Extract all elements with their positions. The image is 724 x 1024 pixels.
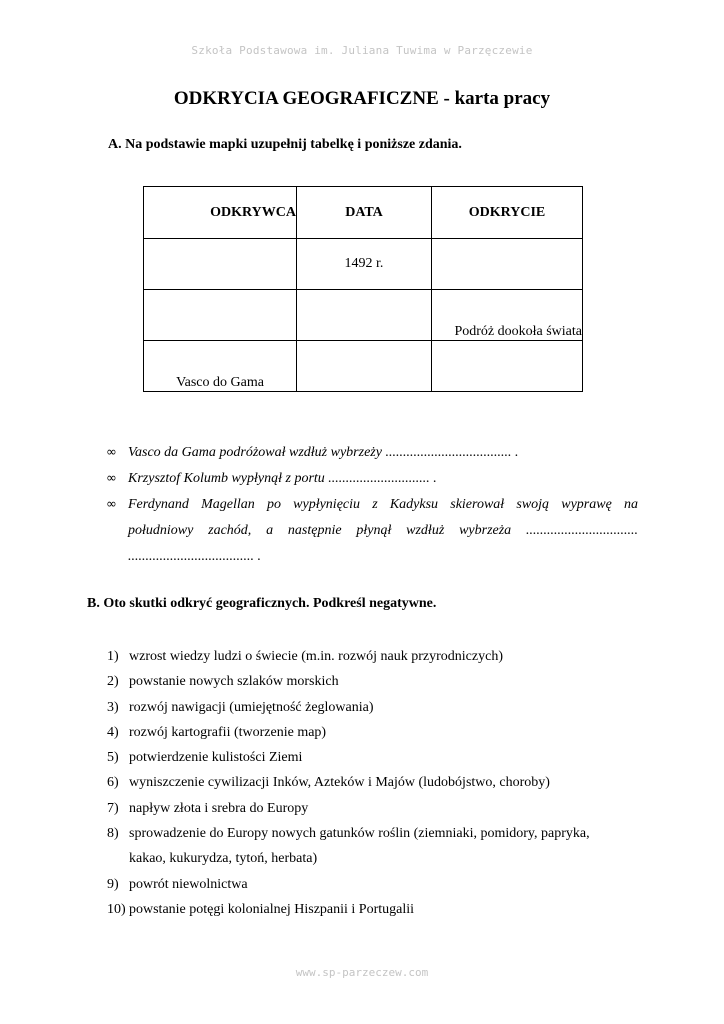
website-footer: www.sp-parzeczew.com (295, 966, 429, 979)
infinity-bullet-icon: ∞ (106, 471, 117, 486)
header-explorer: ODKRYWCA (144, 187, 297, 239)
item-text: rozwój kartografii (tworzenie map) (129, 724, 327, 740)
table-cell: Vasco do Gama (144, 341, 297, 392)
table-cell: Podróż dookoła świata (432, 290, 583, 341)
list-item (107, 669, 627, 694)
list-item (107, 695, 627, 720)
item-text: wyniszczenie cywilizacji Inków, Azteków i Majów (ludobójstwo, choroby) (129, 775, 550, 791)
sentence-text: południowy zachód, a następnie płynął wzdłuż wybrzeża ................................ (128, 523, 638, 538)
infinity-bullet-icon: ∞ (106, 445, 117, 460)
table-row (144, 239, 583, 290)
list-item (106, 466, 638, 492)
item-number: 1) (107, 649, 119, 664)
table-row (144, 341, 583, 392)
effects-list (107, 644, 627, 922)
item-number: 5) (107, 750, 119, 766)
list-item (107, 796, 627, 821)
list-item (107, 872, 627, 897)
table-row (144, 290, 583, 341)
item-number: 4) (107, 724, 119, 740)
item-number: 10) (107, 901, 126, 917)
list-item (106, 440, 638, 466)
table-cell (297, 341, 432, 392)
item-number: 9) (107, 876, 119, 892)
header-date: DATA (297, 187, 432, 239)
list-item (107, 644, 627, 669)
infinity-bullet-icon: ∞ (106, 497, 117, 512)
table-cell (432, 239, 583, 290)
item-number: 3) (107, 699, 119, 715)
item-text-continued: kakao, kukurydza, tytoń, herbata) (129, 851, 318, 867)
list-item (107, 720, 627, 745)
page-title: ODKRYCIA GEOGRAFICZNE - karta pracy (173, 88, 551, 109)
sentence-text: Krzysztof Kolumb wypłynął z portu ............................. . (128, 471, 437, 486)
item-text: powrót niewolnictwa (129, 876, 248, 892)
header-discovery: ODKRYCIE (432, 187, 583, 239)
sentence-list (106, 440, 638, 570)
item-text: powstanie nowych szlaków morskich (129, 674, 339, 690)
item-number: 2) (107, 674, 119, 690)
list-item (107, 821, 627, 872)
table-cell (297, 290, 432, 341)
table-cell (144, 239, 297, 290)
list-item (107, 770, 627, 795)
table-cell: 1492 r. (297, 239, 432, 290)
discoveries-table (143, 186, 583, 392)
item-text: wzrost wiedzy ludzi o świecie (m.in. rozwój nauk przyrodniczych) (129, 649, 503, 664)
item-text: rozwój nawigacji (umiejętność żeglowania) (129, 699, 374, 715)
table-header-row (144, 187, 583, 239)
item-text: napływ złota i srebra do Europy (129, 800, 309, 816)
item-number: 7) (107, 800, 119, 816)
item-text: potwierdzenie kulistości Ziemi (129, 750, 303, 766)
sentence-text: Ferdynand Magellan po wypłynięciu z Kadyksu skierował swoją wyprawę na (128, 497, 638, 512)
sentence-text: .................................... . (128, 549, 261, 564)
item-text: sprowadzenie do Europy nowych gatunków roślin (ziemniaki, pomidory, papryka, (129, 826, 590, 842)
section-a-heading: A. Na podstawie mapki uzupełnij tabelkę i poniższe zdania. (108, 137, 462, 152)
list-item (106, 492, 638, 570)
item-number: 6) (107, 775, 119, 791)
item-number: 8) (107, 826, 119, 842)
item-text: powstanie potęgi kolonialnej Hiszpanii i Portugalii (129, 901, 415, 917)
sentence-text: Vasco da Gama podróżował wzdłuż wybrzeży .................................... . (128, 445, 519, 460)
school-header: Szkoła Podstawowa im. Juliana Tuwima w Parzęczewie (191, 44, 533, 57)
table-cell (144, 290, 297, 341)
table-cell (432, 341, 583, 392)
section-b-heading: B. Oto skutki odkryć geograficznych. Podkreśl negatywne. (87, 596, 437, 611)
list-item (107, 745, 627, 770)
list-item (107, 897, 627, 922)
